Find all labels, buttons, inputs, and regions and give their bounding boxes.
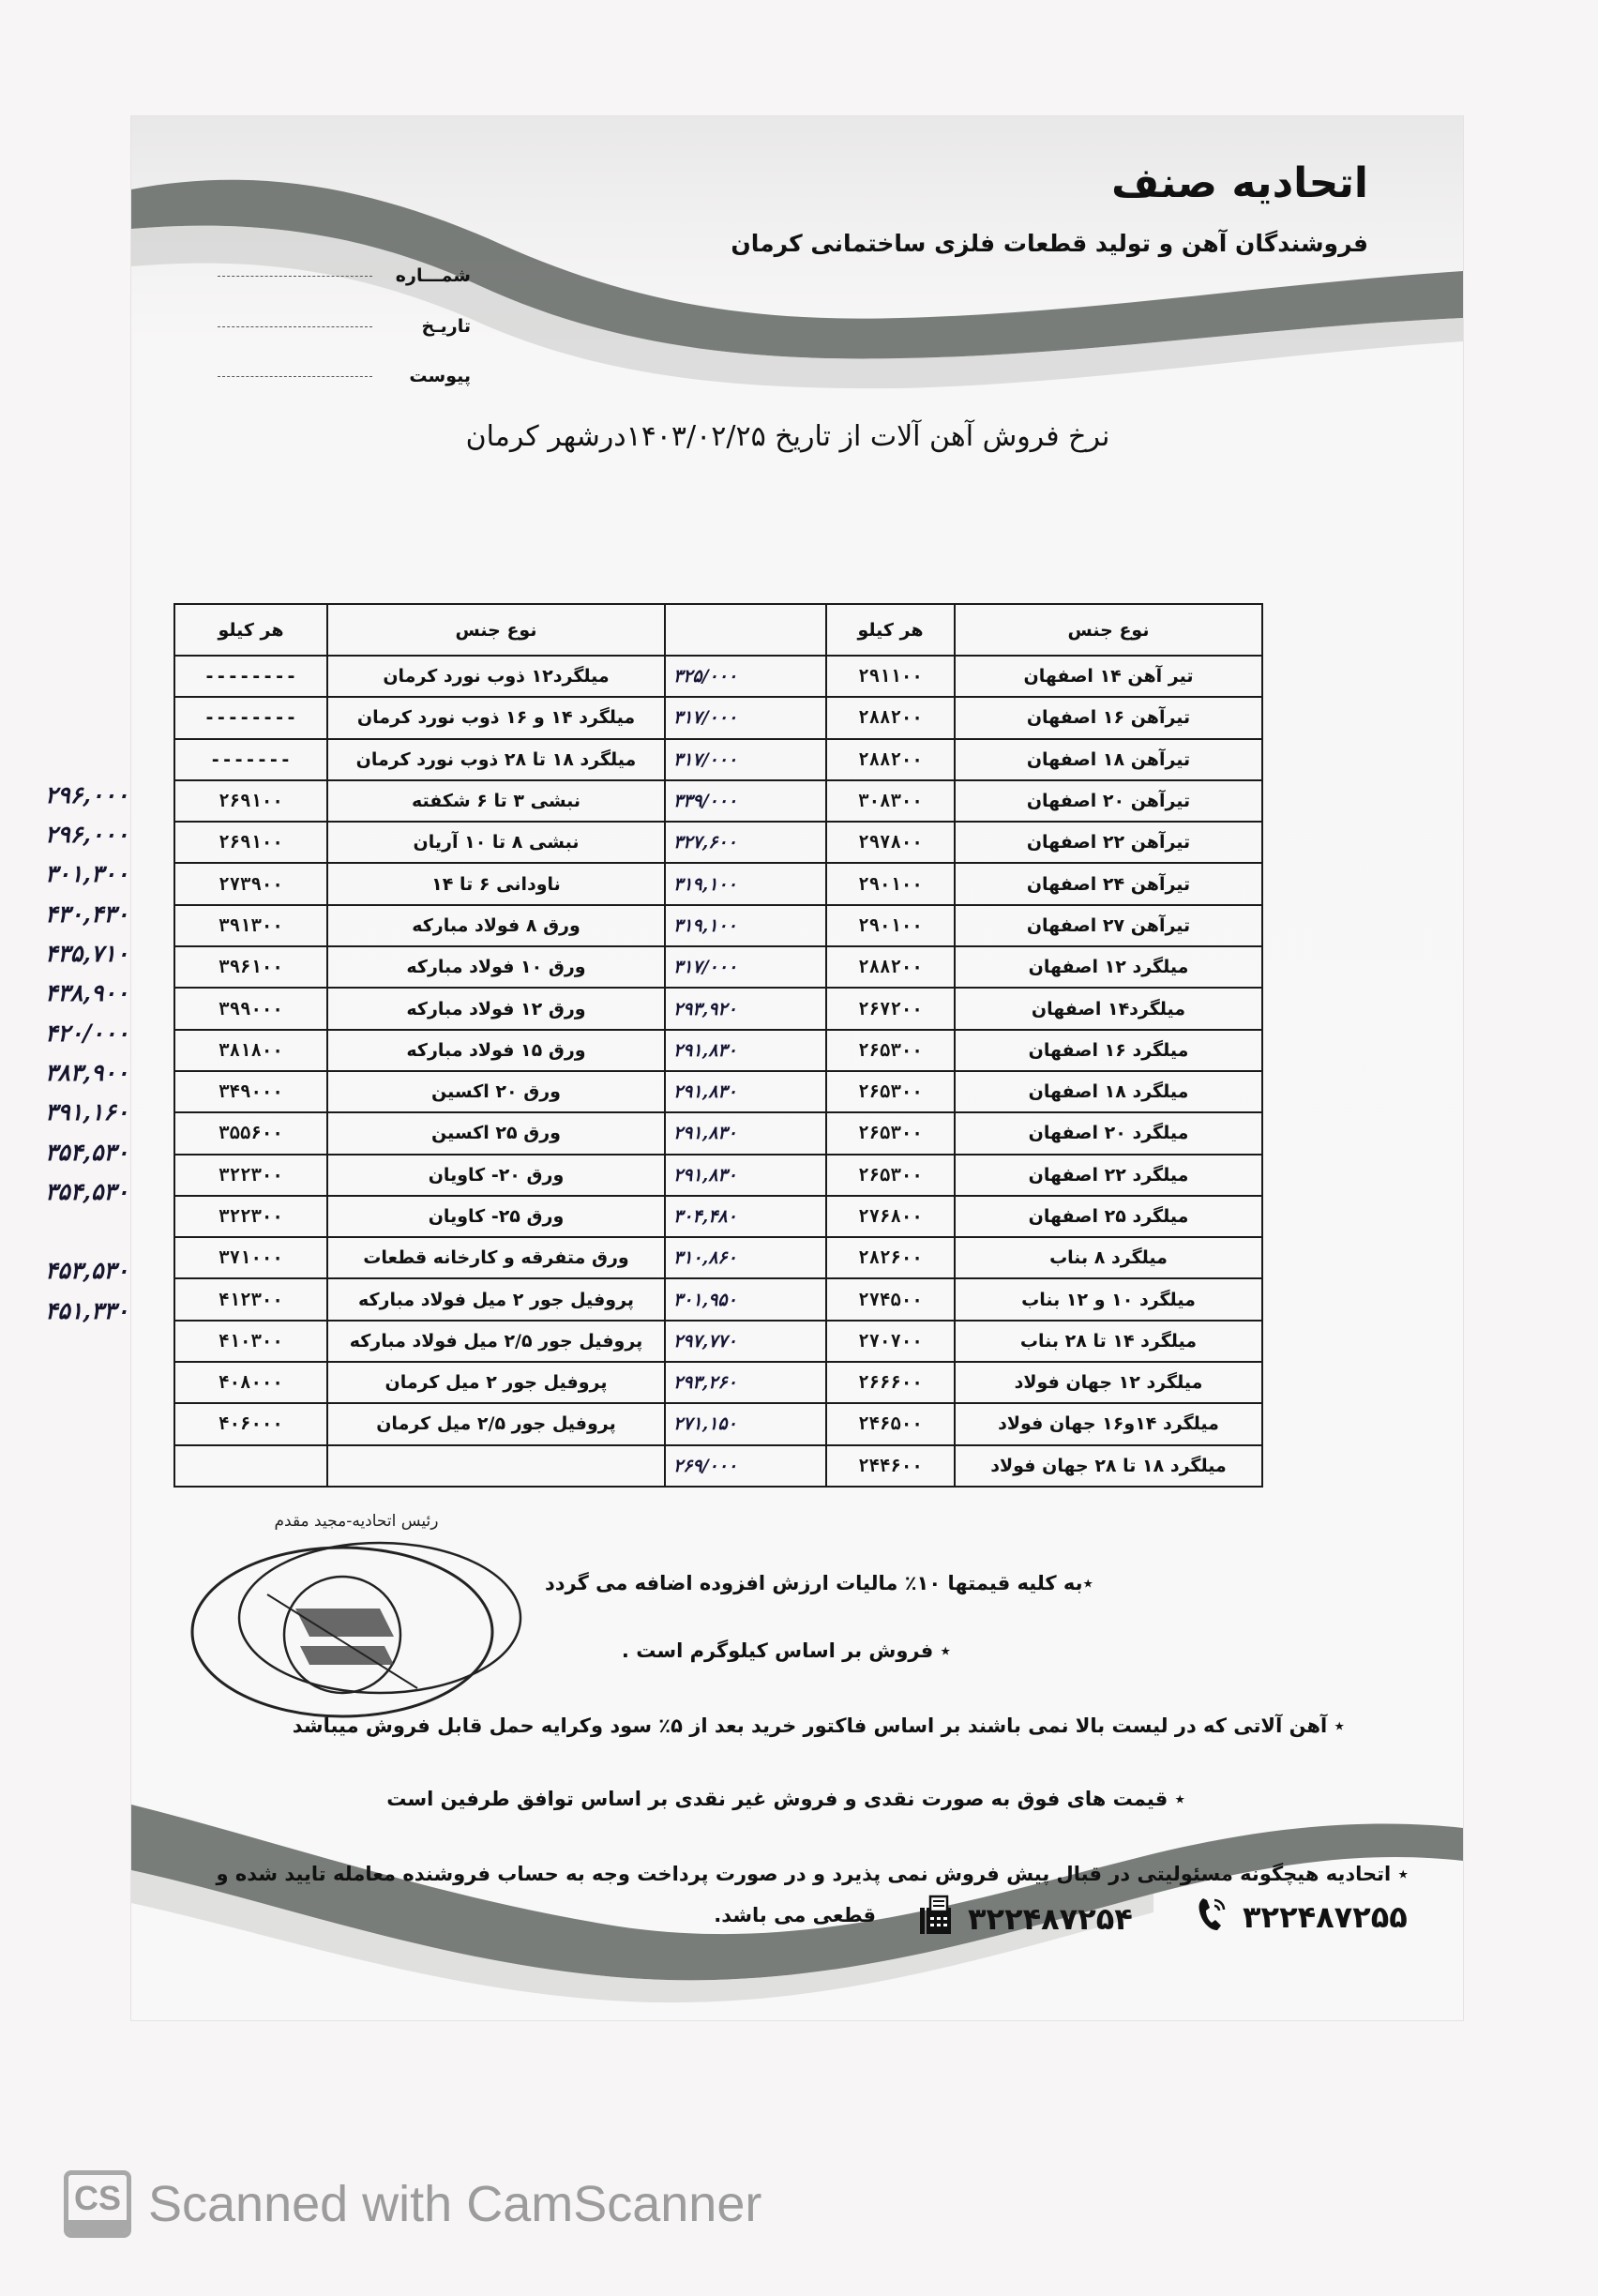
letterhead-subtitle: فروشندگان آهن و تولید قطعات فلزی ساختمانی کرمان xyxy=(731,230,1368,257)
handwritten-margin-note: ۳۵۴,۵۳۰ xyxy=(45,1177,129,1205)
fax-number-text: ۳۲۲۴۸۷۲۵۴ xyxy=(968,1901,1133,1937)
price-per-kilo-cell: ۲۶۹۱۰۰ xyxy=(174,780,327,822)
item-name-cell: ورق ۱۲ فولاد مبارکه xyxy=(327,988,665,1029)
handwritten-margin-note: ۴۳۵,۷۱۰ xyxy=(45,940,129,968)
handwritten-margin-note xyxy=(45,736,176,776)
handwritten-margin-notes xyxy=(45,657,176,1450)
stamp-signature-text: رئیس اتحادیه-مجید مقدم xyxy=(274,1512,439,1531)
note-liability-cont: قطعی می باشد. xyxy=(714,1904,876,1926)
handwritten-margin-note xyxy=(45,657,176,696)
item-name-cell: ورق ۸ فولاد مبارکه xyxy=(327,905,665,946)
handwritten-price-cell: ۳۱۷/۰۰۰ xyxy=(665,697,826,738)
table-row xyxy=(174,1278,1262,1320)
price-per-kilo-cell: ۲۷۶۸۰۰ xyxy=(826,1196,955,1237)
field-date-label: تاریـخ xyxy=(421,316,471,337)
table-row xyxy=(174,1155,1262,1196)
price-per-kilo-cell: ۳۷۱۰۰۰ xyxy=(174,1237,327,1278)
handwritten-margin-note: ۴۳۰,۴۳۰ xyxy=(45,899,129,928)
field-number-line xyxy=(218,276,372,277)
letterhead-title: اتحادیه صنف xyxy=(1111,159,1368,207)
item-name-cell: پروفیل جور ۲ میل کرمان xyxy=(327,1362,665,1403)
item-name-cell: تیرآهن ۲۰ اصفهان xyxy=(955,780,1262,822)
handwritten-price-cell: ۲۹۱,۸۳۰ xyxy=(665,1030,826,1071)
handwritten-price-cell: ۳۱۹,۱۰۰ xyxy=(665,905,826,946)
handwritten-margin-note: ۳۸۳,۹۰۰ xyxy=(45,1058,129,1086)
item-name-cell: نبشی ۳ تا ۶ شکفته xyxy=(327,780,665,822)
price-table xyxy=(173,603,1263,1488)
table-row xyxy=(174,1196,1262,1237)
price-per-kilo-cell: ۲۹۰۱۰۰ xyxy=(826,863,955,904)
handwritten-price-cell: ۲۹۱,۸۳۰ xyxy=(665,1112,826,1154)
handwritten-price-cell: ۲۹۱,۸۳۰ xyxy=(665,1071,826,1112)
table-row xyxy=(174,697,1262,738)
handwritten-price-cell: ۲۹۳,۲۶۰ xyxy=(665,1362,826,1403)
price-per-kilo-cell: ۲۸۸۲۰۰ xyxy=(826,946,955,988)
table-row xyxy=(174,739,1262,780)
handwritten-price-cell: ۲۷۱,۱۵۰ xyxy=(665,1403,826,1444)
field-attachment xyxy=(218,359,471,393)
table-row xyxy=(174,656,1262,697)
price-per-kilo-cell: ۲۸۸۲۰۰ xyxy=(826,739,955,780)
handwritten-price-cell: ۲۹۷,۷۷۰ xyxy=(665,1321,826,1362)
fax-number xyxy=(919,1895,1133,1943)
item-name-cell: میلگرد ۱۸ تا ۲۸ ذوب نورد کرمان xyxy=(327,739,665,780)
handwritten-price-cell: ۳۰۴,۴۸۰ xyxy=(665,1196,826,1237)
item-name-cell: میلگرد۱۲ ذوب نورد کرمان xyxy=(327,656,665,697)
handwritten-margin-note xyxy=(45,1331,176,1370)
table-header-row xyxy=(174,604,1262,656)
camscanner-watermark xyxy=(64,2170,761,2238)
price-per-kilo-cell: ۲۹۰۱۰۰ xyxy=(826,905,955,946)
item-name-cell: میلگرد ۲۲ اصفهان xyxy=(955,1155,1262,1196)
handwritten-price-cell: ۳۲۷,۶۰۰ xyxy=(665,822,826,863)
price-per-kilo-cell: ۳۸۱۸۰۰ xyxy=(174,1030,327,1071)
header-left-price: هر کیلو xyxy=(174,604,327,656)
price-per-kilo-cell: -------- xyxy=(174,697,327,738)
item-name-cell: میلگرد ۲۰ اصفهان xyxy=(955,1112,1262,1154)
phone-number xyxy=(1196,1895,1408,1940)
handwritten-margin-note: ۳۵۴,۵۳۰ xyxy=(45,1138,129,1166)
item-name-cell: میلگرد۱۴ اصفهان xyxy=(955,988,1262,1029)
item-name-cell: میلگرد ۱۰ و ۱۲ بناب xyxy=(955,1278,1262,1320)
price-per-kilo-cell xyxy=(174,1445,327,1487)
handwritten-price-cell: ۳۳۹/۰۰۰ xyxy=(665,780,826,822)
table-row xyxy=(174,1321,1262,1362)
table-row xyxy=(174,1071,1262,1112)
price-per-kilo-cell: ۳۲۲۳۰۰ xyxy=(174,1155,327,1196)
price-per-kilo-cell: ۲۶۶۶۰۰ xyxy=(826,1362,955,1403)
item-name-cell: پروفیل جور ۲/۵ میل کرمان xyxy=(327,1403,665,1444)
price-per-kilo-cell: ۲۶۵۳۰۰ xyxy=(826,1155,955,1196)
handwritten-margin-note: ۴۵۱,۳۳۰ xyxy=(45,1296,129,1324)
item-name-cell: نبشی ۸ تا ۱۰ آریان xyxy=(327,822,665,863)
price-per-kilo-cell: ۲۷۰۷۰۰ xyxy=(826,1321,955,1362)
item-name-cell: تیر آهن ۱۴ اصفهان xyxy=(955,656,1262,697)
handwritten-margin-note: ۳۹۱,۱۶۰ xyxy=(45,1098,129,1126)
item-name-cell: ورق ۲۵- کاویان xyxy=(327,1196,665,1237)
header-handwritten xyxy=(665,604,826,656)
handwritten-price-cell: ۲۹۳,۹۲۰ xyxy=(665,988,826,1029)
field-attachment-line xyxy=(218,376,372,377)
price-per-kilo-cell: ۳۰۸۳۰۰ xyxy=(826,780,955,822)
handwritten-price-cell: ۳۱۷/۰۰۰ xyxy=(665,739,826,780)
item-name-cell: تیرآهن ۲۷ اصفهان xyxy=(955,905,1262,946)
item-name-cell xyxy=(327,1445,665,1487)
table-row xyxy=(174,1445,1262,1487)
handwritten-price-cell: ۳۲۵/۰۰۰ xyxy=(665,656,826,697)
price-per-kilo-cell: ۳۹۹۰۰۰ xyxy=(174,988,327,1029)
note-per-kilogram: ٭ فروش بر اساس کیلوگرم است . xyxy=(621,1639,951,1662)
table-row xyxy=(174,946,1262,988)
phone-number-text: ۳۲۲۴۸۷۲۵۵ xyxy=(1243,1899,1408,1935)
field-date xyxy=(218,310,471,343)
note-vat: ٭به کلیه قیمتها ۱۰٪ مالیات ارزش افزوده اضافه می گردد xyxy=(544,1572,1093,1594)
fax-icon xyxy=(919,1895,953,1943)
item-name-cell: ورق ۱۰ فولاد مبارکه xyxy=(327,946,665,988)
handwritten-margin-note xyxy=(45,1411,176,1450)
item-name-cell: ورق ۲۵ اکسین xyxy=(327,1112,665,1154)
handwritten-margin-note: ۲۹۶,۰۰۰ xyxy=(45,780,129,808)
price-per-kilo-cell: ۴۱۲۳۰۰ xyxy=(174,1278,327,1320)
table-row xyxy=(174,822,1262,863)
table-row xyxy=(174,988,1262,1029)
price-per-kilo-cell: ۲۷۳۹۰۰ xyxy=(174,863,327,904)
camscanner-logo-icon: CS xyxy=(64,2170,131,2238)
item-name-cell: تیرآهن ۲۴ اصفهان xyxy=(955,863,1262,904)
handwritten-margin-note xyxy=(45,696,176,735)
handwritten-price-cell: ۳۱۷/۰۰۰ xyxy=(665,946,826,988)
item-name-cell: پروفیل جور ۲/۵ میل فولاد مبارکه xyxy=(327,1321,665,1362)
note-unlisted-items: ٭ آهن آلاتی که در لیست بالا نمی باشند بر اساس فاکتور خرید بعد از ۵٪ سود وکرایه حمل قابل فروش میباشد xyxy=(292,1714,1345,1737)
price-per-kilo-cell: ۳۹۶۱۰۰ xyxy=(174,946,327,988)
header-right-name: نوع جنس xyxy=(955,604,1262,656)
item-name-cell: میلگرد ۱۴و۱۶ جهان فولاد xyxy=(955,1403,1262,1444)
header-left-name: نوع جنس xyxy=(327,604,665,656)
price-per-kilo-cell: ۲۶۷۲۰۰ xyxy=(826,988,955,1029)
item-name-cell: ناودانی ۶ تا ۱۴ xyxy=(327,863,665,904)
price-per-kilo-cell: ۲۷۴۵۰۰ xyxy=(826,1278,955,1320)
price-per-kilo-cell: ۲۶۹۱۰۰ xyxy=(174,822,327,863)
table-row xyxy=(174,1237,1262,1278)
item-name-cell: میلگرد ۲۵ اصفهان xyxy=(955,1196,1262,1237)
document-title: نرخ فروش آهن آلات از تاریخ ۱۴۰۳/۰۲/۲۵درشهر کرمان xyxy=(465,420,1110,453)
price-per-kilo-cell: ۲۸۲۶۰۰ xyxy=(826,1237,955,1278)
item-name-cell: میلگرد ۱۶ اصفهان xyxy=(955,1030,1262,1071)
handwritten-price-cell: ۳۰۱,۹۵۰ xyxy=(665,1278,826,1320)
price-per-kilo-cell: ۳۴۹۰۰۰ xyxy=(174,1071,327,1112)
header-right-price: هر کیلو xyxy=(826,604,955,656)
handwritten-margin-note: ۴۲۰/۰۰۰ xyxy=(45,1019,129,1047)
item-name-cell: ورق متفرقه و کارخانه قطعات xyxy=(327,1237,665,1278)
handwritten-margin-note: ۴۵۳,۵۳۰ xyxy=(45,1257,129,1285)
table-row xyxy=(174,1362,1262,1403)
handwritten-margin-note xyxy=(45,1212,176,1251)
price-per-kilo-cell: ۲۶۵۳۰۰ xyxy=(826,1112,955,1154)
field-date-line xyxy=(218,326,372,327)
handwritten-margin-note: ۴۳۸,۹۰۰ xyxy=(45,979,129,1007)
item-name-cell: تیرآهن ۱۸ اصفهان xyxy=(955,739,1262,780)
price-per-kilo-cell: ------- xyxy=(174,739,327,780)
handwritten-price-cell: ۳۱۹,۱۰۰ xyxy=(665,863,826,904)
price-per-kilo-cell: ۲۴۶۵۰۰ xyxy=(826,1403,955,1444)
field-attachment-label: پیوست xyxy=(409,366,471,386)
note-liability: ٭ اتحادیه هیچگونه مسئولیتی در قبال پیش فروش نمی پذیرد و در صورت پرداخت وجه به حساب فروشنده معامله تایید شده و xyxy=(216,1863,1409,1885)
table-row xyxy=(174,905,1262,946)
official-stamp xyxy=(178,1505,535,1721)
price-per-kilo-cell: ۲۹۷۸۰۰ xyxy=(826,822,955,863)
item-name-cell: میلگرد ۱۸ اصفهان xyxy=(955,1071,1262,1112)
price-per-kilo-cell: ۳۵۵۶۰۰ xyxy=(174,1112,327,1154)
item-name-cell: ورق ۱۵ فولاد مبارکه xyxy=(327,1030,665,1071)
item-name-cell: میلگرد ۸ بناب xyxy=(955,1237,1262,1278)
phone-icon xyxy=(1196,1895,1228,1940)
price-per-kilo-cell: ۲۶۵۳۰۰ xyxy=(826,1030,955,1071)
item-name-cell: ورق ۲۰ اکسین xyxy=(327,1071,665,1112)
item-name-cell: میلگرد ۱۲ جهان فولاد xyxy=(955,1362,1262,1403)
table-row xyxy=(174,1403,1262,1444)
item-name-cell: میلگرد ۱۴ تا ۲۸ بناب xyxy=(955,1321,1262,1362)
price-per-kilo-cell: ۴۰۸۰۰۰ xyxy=(174,1362,327,1403)
price-per-kilo-cell: -------- xyxy=(174,656,327,697)
handwritten-price-cell: ۲۹۱,۸۳۰ xyxy=(665,1155,826,1196)
price-per-kilo-cell: ۴۱۰۳۰۰ xyxy=(174,1321,327,1362)
price-per-kilo-cell: ۲۸۸۲۰۰ xyxy=(826,697,955,738)
item-name-cell: تیرآهن ۱۶ اصفهان xyxy=(955,697,1262,738)
price-per-kilo-cell: ۲۹۱۱۰۰ xyxy=(826,656,955,697)
item-name-cell: میلگرد ۱۸ تا ۲۸ جهان فولاد xyxy=(955,1445,1262,1487)
item-name-cell: میلگرد ۱۴ و ۱۶ ذوب نورد کرمان xyxy=(327,697,665,738)
item-name-cell: ورق ۲۰- کاویان xyxy=(327,1155,665,1196)
price-per-kilo-cell: ۲۴۴۶۰۰ xyxy=(826,1445,955,1487)
handwritten-margin-note: ۳۰۱,۳۰۰ xyxy=(45,860,129,888)
table-row xyxy=(174,780,1262,822)
field-number xyxy=(218,259,471,293)
note-payment-terms: ٭ قیمت های فوق به صورت نقدی و فروش غیر نقدی بر اساس توافق طرفین است xyxy=(386,1788,1185,1810)
price-per-kilo-cell: ۲۶۵۳۰۰ xyxy=(826,1071,955,1112)
item-name-cell: پروفیل جور ۲ میل فولاد مبارکه xyxy=(327,1278,665,1320)
handwritten-margin-note xyxy=(45,1370,176,1410)
item-name-cell: تیرآهن ۲۲ اصفهان xyxy=(955,822,1262,863)
table-row xyxy=(174,1112,1262,1154)
handwritten-price-cell: ۲۶۹/۰۰۰ xyxy=(665,1445,826,1487)
handwritten-price-cell: ۳۱۰,۸۶۰ xyxy=(665,1237,826,1278)
price-per-kilo-cell: ۳۹۱۳۰۰ xyxy=(174,905,327,946)
table-row xyxy=(174,1030,1262,1071)
camscanner-text: Scanned with CamScanner xyxy=(148,2176,762,2232)
price-per-kilo-cell: ۳۲۲۳۰۰ xyxy=(174,1196,327,1237)
handwritten-margin-note: ۲۹۶,۰۰۰ xyxy=(45,821,129,849)
price-per-kilo-cell: ۴۰۶۰۰۰ xyxy=(174,1403,327,1444)
field-number-label: شمـــاره xyxy=(395,265,471,286)
item-name-cell: میلگرد ۱۲ اصفهان xyxy=(955,946,1262,988)
table-row xyxy=(174,863,1262,904)
